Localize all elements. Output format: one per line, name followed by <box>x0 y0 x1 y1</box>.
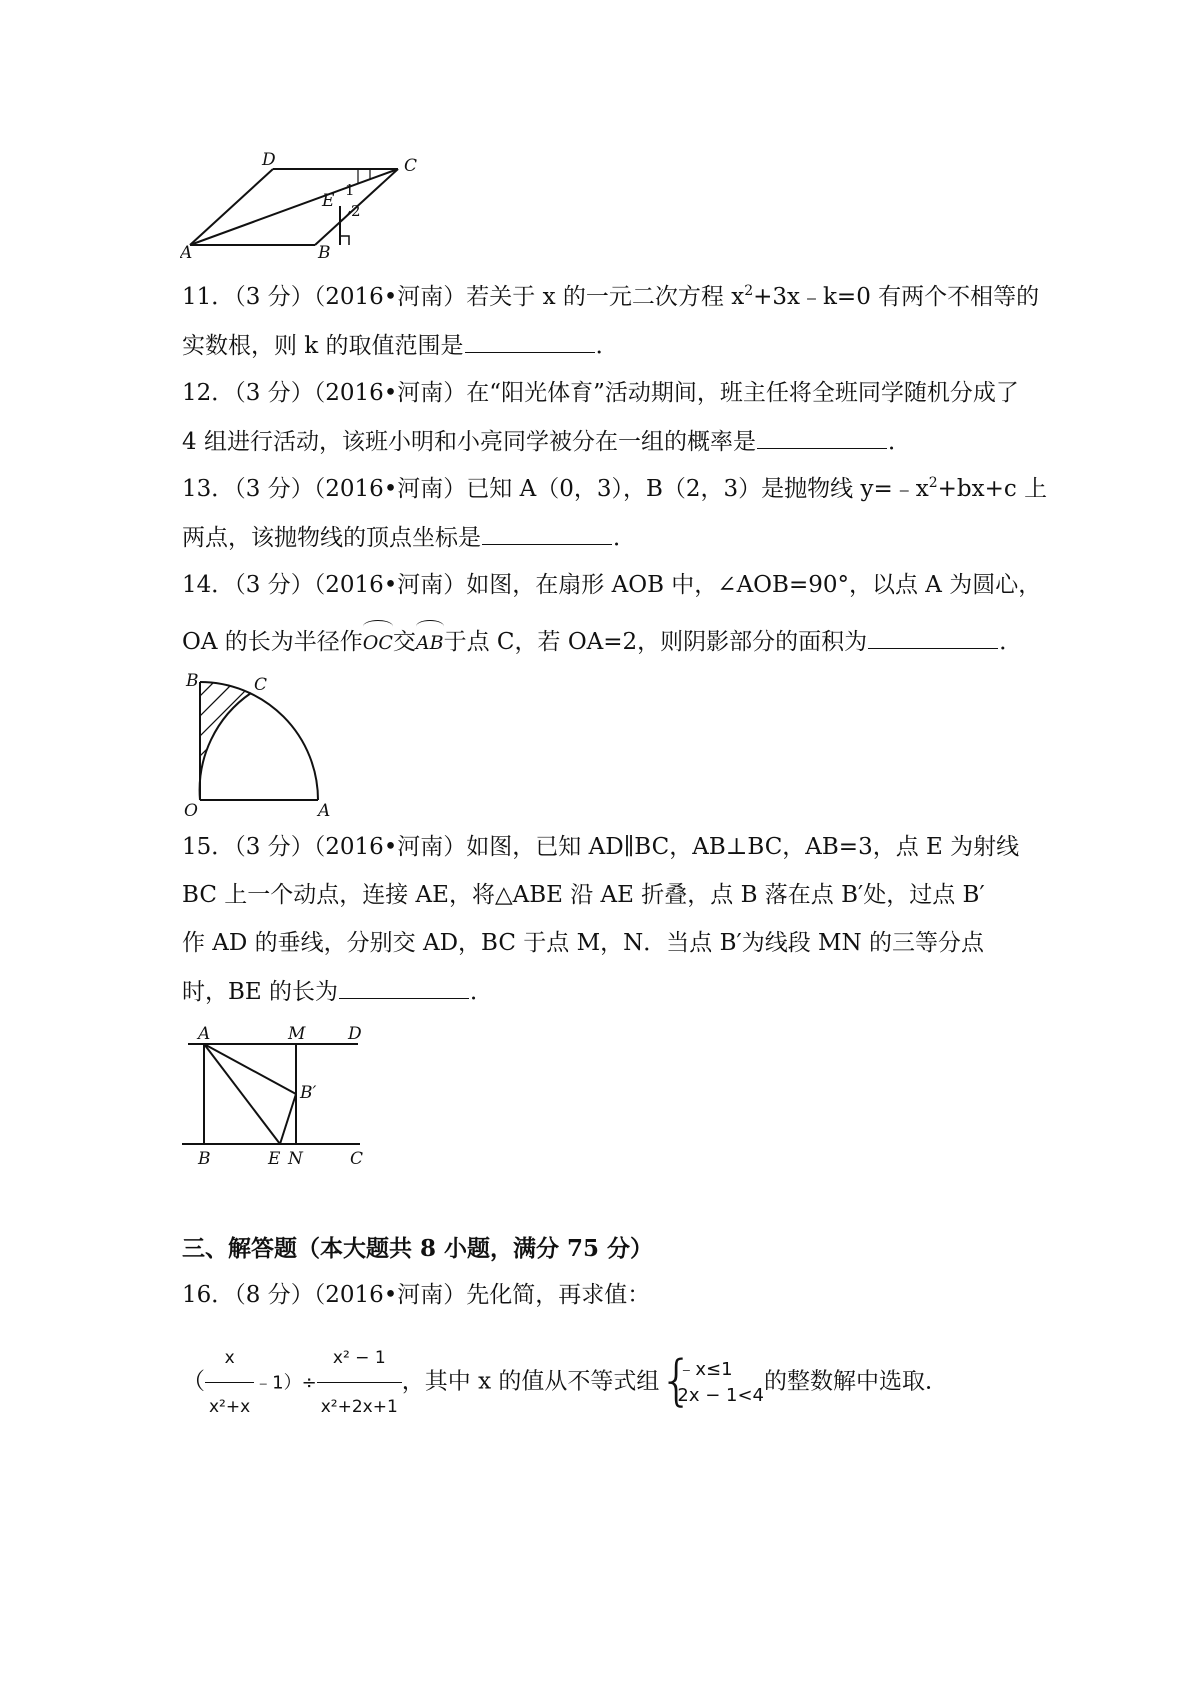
label-E: E <box>268 1149 281 1169</box>
q12-line-1: 12．（3 分）（2016•河南）在“阳光体育”活动期间，班主任将全班同学随机分成了 <box>182 380 1019 406</box>
q15-line-2: BC 上一个动点，连接 AE，将△ABE 沿 AE 折叠，点 B 落在点 B′处，过点 B′ <box>182 882 985 908</box>
label-B: B <box>198 1149 211 1169</box>
section-title: 三、解答题（本大题共 8 小题，满分 75 分） <box>182 1235 654 1262</box>
angle-1-label: 1 <box>345 181 355 199</box>
figure-parallelogram <box>180 150 440 260</box>
answer-blank <box>757 426 887 449</box>
label-C: C <box>404 156 418 176</box>
q16-line-1: 16．（8 分）（2016•河南）先化简，再求值： <box>182 1282 651 1308</box>
q15-line-3: 作 AD 的垂线，分别交 AD，BC 于点 M，N．当点 B′为线段 MN 的三等分点 <box>182 930 984 956</box>
inequality-system: { ﹣x≤1 2x − 1<4 <box>659 1348 765 1412</box>
angle-2-label: 2 <box>351 202 361 220</box>
q14-line-1: 14．（3 分）（2016•河南）如图，在扇形 AOB 中，∠AOB=90°，以点 A 为圆心， <box>182 572 1042 598</box>
q14-line-2: OA 的长为半径作OC交AB于点 C，若 OA=2，则阴影部分的面积为 ． <box>182 624 1022 658</box>
label-D: D <box>348 1024 362 1044</box>
arc-ab: AB <box>416 624 444 658</box>
label-N: N <box>288 1149 303 1169</box>
q15-line-1: 15．（3 分）（2016•河南）如图，已知 AD∥BC，AB⊥BC，AB=3，点 E 为射线 <box>182 834 1020 860</box>
label-M: M <box>288 1024 306 1044</box>
q12-line-2: 4 组进行活动，该班小明和小亮同学被分在一组的概率是 ． <box>182 426 911 457</box>
label-O: O <box>184 801 198 818</box>
fraction-1: $\frac{x}{\text{x²+x}}$ <box>205 1336 254 1429</box>
q13-line-1: 13．（3 分）（2016•河南）已知 A（0，3），B（2，3）是抛物线 $y=﹣x^2+bx+c$ 上 <box>182 475 1048 502</box>
answer-blank <box>465 330 595 353</box>
label-C: C <box>254 675 268 695</box>
label-B-prime: B′ <box>300 1083 317 1103</box>
answer-blank <box>339 976 469 999</box>
label-E: E <box>322 191 335 211</box>
q16-expression: （ $\frac{x}{\text{x²+x}}$ ﹣1）÷ $\frac{\text{x² − 1}}{\text{x²+2x+1}}$ ，其中 x 的值从不等式组 { ﹣x≤1 2x − 1<4 的整数解中选取． <box>182 1336 948 1429</box>
answer-blank <box>868 626 998 649</box>
q11-line-2: 实数根，则 k 的取值范围是 ． <box>182 330 619 361</box>
answer-blank <box>482 522 612 545</box>
figure-sector <box>178 668 338 818</box>
fraction-2: $\frac{\text{x² − 1}}{\text{x²+2x+1}}$ <box>317 1336 402 1429</box>
arc-oc: OC <box>363 624 393 658</box>
label-A: A <box>180 243 193 260</box>
label-A: A <box>318 801 331 818</box>
q13-line-2: 两点，该抛物线的顶点坐标是 ． <box>182 522 636 553</box>
label-B: B <box>186 671 199 691</box>
q11-line-1: 11．（3 分）（2016•河南）若关于 x 的一元二次方程 $x^2+3x﹣k=0$ 有两个不相等的 <box>182 283 1040 310</box>
q15-line-4: 时，BE 的长为 ． <box>182 976 493 1007</box>
label-B: B <box>318 243 331 260</box>
label-C: C <box>350 1149 364 1169</box>
figure-fold <box>178 1022 378 1172</box>
label-A: A <box>198 1024 211 1044</box>
label-D: D <box>262 150 276 170</box>
